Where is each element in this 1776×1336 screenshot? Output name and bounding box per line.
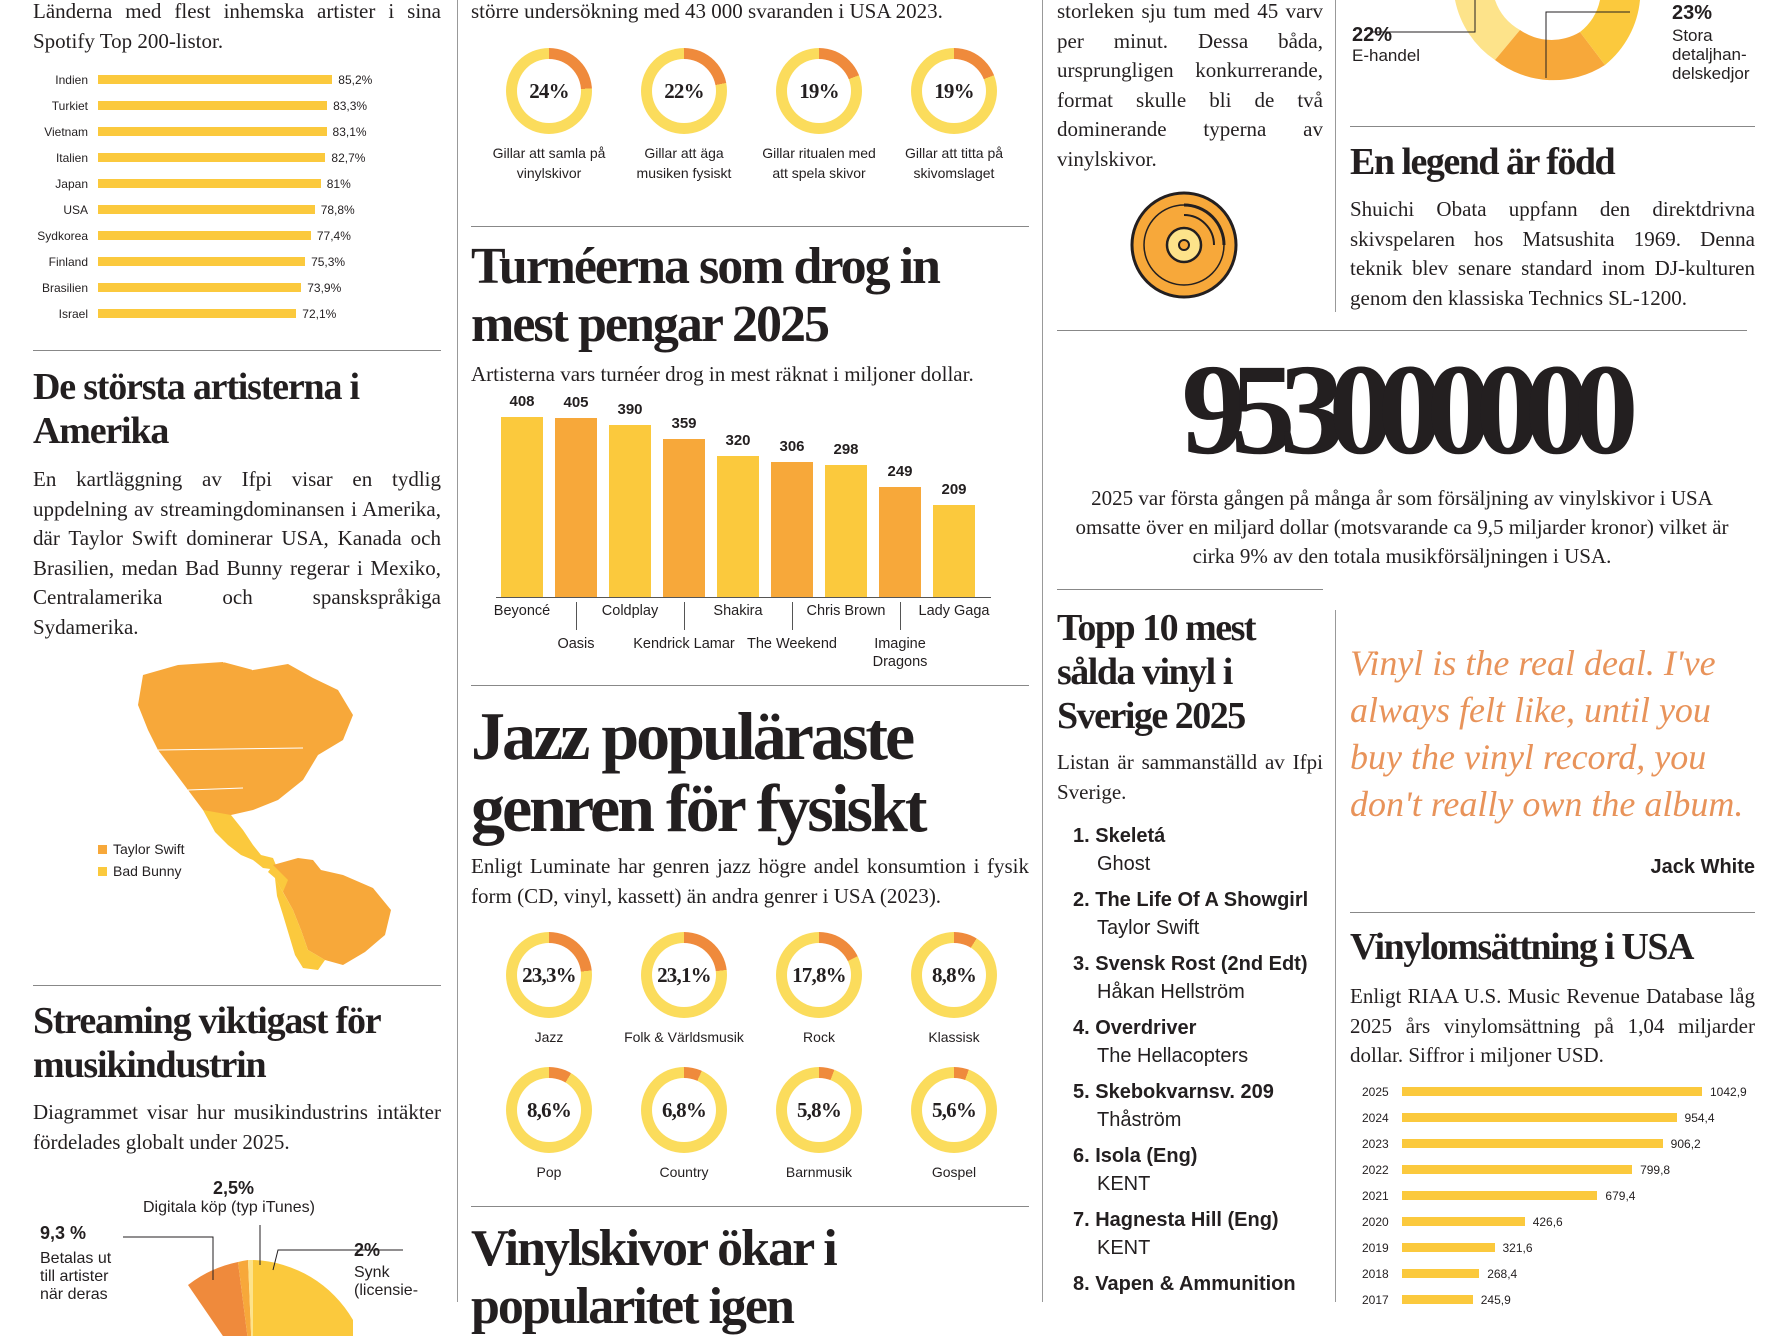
ring-caption: Country [659,1164,709,1180]
tour-bar [825,465,867,597]
streaming-title: Streaming viktigast för musikindustrin [33,1000,380,1086]
column-4 [1350,0,1755,1307]
ring-value: 8,8% [922,943,986,1007]
usa-year-label: 2018 [1362,1267,1389,1281]
tour-bar-value: 408 [509,392,535,410]
usa-bar [1402,1217,1525,1226]
usa-bar-row [1350,1290,1755,1310]
percentage-ring [776,48,862,134]
usa-bar-row [1350,1134,1755,1154]
tour-bar [609,425,651,597]
percentage-ring [911,932,997,1018]
legend-title: En legend är född [1350,141,1615,183]
ring-value: 5,6% [922,1078,986,1142]
usa-bar [1402,1243,1495,1252]
country-label: USA [63,203,88,217]
tour-x-label: Kendrick Lamar [633,636,735,652]
america-title: De största artisterna i Amerika [33,366,359,452]
ring-value: 23,3% [517,943,581,1007]
percentage-ring [506,932,592,1018]
column-divider [457,0,458,1302]
ring-value: 17,8% [787,943,851,1007]
tour-bar-value: 359 [671,414,697,432]
tour-bar-value: 320 [725,431,751,449]
tour-bar-value: 390 [617,400,643,418]
percentage-ring [641,932,727,1018]
country-bar [98,283,301,292]
ring-value: 24% [517,59,581,123]
tour-x-label: The Weekend [746,636,837,652]
pie-label-digital-pct: 2,5% [213,1178,255,1198]
top10-artist: Håkan Hellström [1097,981,1245,1003]
ring-caption: Gospel [931,1164,977,1180]
usa-bar-row [1350,1186,1755,1206]
tour-x-label: Shakira [713,603,763,619]
donut-retail-pct: 23% [1672,2,1713,24]
usa-bar-value: 245,9 [1480,1293,1511,1307]
country-bar [98,231,311,240]
tour-bar-value: 306 [779,437,805,455]
country-label: Indien [55,73,88,87]
americas-map [103,660,403,970]
spotify-intro: Länderna med flest inhemska artister i sina Spotify Top 200-listor. [33,0,441,53]
ring-caption: Pop [536,1164,562,1180]
usa-year-label: 2022 [1362,1163,1389,1177]
usa-bar [1402,1295,1473,1304]
top10-title: 4. Overdriver [1073,1017,1197,1039]
usa-body: Enligt RIAA U.S. Music Revenue Database låg 2025 års vinylomsättning på 1,04 miljarder dollar. Siffror i miljoner USD. [1350,984,1755,1067]
tour-x-label: Oasis [557,636,595,652]
ring-value: 8,6% [517,1078,581,1142]
country-bar-row [33,200,441,220]
usa-bar-row [1350,1264,1755,1284]
ring-caption: Jazz [534,1029,564,1045]
top10-list [1057,822,1327,1302]
usa-title: Vinylomsättning i USA [1350,926,1693,968]
usa-bar-value: 268,4 [1487,1267,1518,1281]
top10-title: 1. Skeletá [1073,825,1166,847]
country-value: 72,1% [302,307,337,321]
country-bar [98,153,325,162]
survey-rings [471,48,1029,208]
column-2 [471,0,1029,1335]
ring-value: 19% [922,59,986,123]
ring-value: 23,1% [652,943,716,1007]
tour-x-label: Chris Brown [806,603,886,619]
top10-title: 7. Hagnesta Hill (Eng) [1073,1209,1279,1231]
usa-bar-value: 906,2 [1670,1137,1701,1151]
country-label: Italien [55,151,88,165]
top10-title: 6. Isola (Eng) [1073,1145,1198,1167]
jazz-body: Enligt Luminate har genren jazz högre andel konsumtion i fysik form (CD, vinyl, kassett) än andra genrer i USA (2023). [471,854,1029,908]
column-divider [1335,610,1336,1302]
percentage-ring [506,48,592,134]
country-bar-row [33,252,441,272]
usa-year-label: 2020 [1362,1215,1389,1229]
top10-title: Topp 10 mest sålda vinyl i Sverige 2025 [1057,607,1256,737]
legend-item-bad-bunny: Bad Bunny [98,860,248,882]
country-label: Japan [55,177,88,191]
country-value: 82,7% [331,151,366,165]
country-value: 78,8% [320,203,355,217]
top10-title: 5. Skebokvarnsv. 209 [1073,1081,1274,1103]
pie-label-artists-pct: 9,3 % [40,1223,87,1243]
country-bar [98,75,332,84]
top10-title: 3. Svensk Rost (2nd Edt) [1073,953,1308,975]
country-label: Brasilien [41,281,88,295]
usa-bar-value: 426,6 [1532,1215,1563,1229]
top10-item [1073,1206,1279,1262]
usa-year-label: 2019 [1362,1241,1389,1255]
top10-item [1073,1014,1248,1070]
map-legend [98,838,248,882]
usa-bar [1402,1139,1663,1148]
column-1 [33,0,441,1302]
ring-value: 5,8% [787,1078,851,1142]
top10-artist: Ghost [1097,853,1151,875]
country-bar [98,309,296,318]
legend-swatch [98,845,107,854]
usa-bar-row [1350,1108,1755,1128]
tour-bar-value: 298 [833,441,859,459]
country-value: 83,1% [332,125,367,139]
column-divider [1335,0,1336,312]
country-bar-row [33,148,441,168]
country-bar-chart [33,70,441,330]
country-label: Vietnam [44,125,88,139]
country-value: 75,3% [311,255,346,269]
country-label: Sydkorea [37,229,88,243]
tour-bar-value: 405 [563,394,589,412]
tour-bar [717,456,759,597]
donut-ecommerce-label: E-handel [1352,46,1421,65]
country-value: 83,3% [333,99,368,113]
country-bar [98,179,321,188]
top10-subtitle: Listan är sammanställd av Ifpi Sverige. [1057,750,1323,804]
top10-item [1073,886,1308,942]
usa-year-label: 2017 [1362,1293,1389,1307]
tour-bar-chart [493,392,990,670]
top10-artist: Taylor Swift [1097,917,1200,939]
country-label: Turkiet [51,99,88,113]
top10-item [1073,1270,1296,1298]
percentage-ring [911,1067,997,1153]
top10-artist: The Hellacopters [1097,1045,1249,1067]
top10-item [1073,1078,1274,1134]
legend-body: Shuichi Obata uppfann den direktdrivna skivspelaren hos Matsushita 1969. Denna teknik blev senare standard inom DJ-kulturen genom den klassiska Technics SL-1200. [1350,197,1755,310]
x-axis-line [496,597,991,598]
usa-bar [1402,1191,1597,1200]
usa-bar-row [1350,1238,1755,1258]
jazz-title: Jazz populäraste genren för fysiskt [471,698,925,846]
top10-item [1073,822,1165,878]
ring-value: 6,8% [652,1078,716,1142]
ring-caption: Gillar ritualen med att spela skivor [762,145,876,181]
ring-caption: Gillar att samla på vinylskivor [492,145,606,181]
percentage-ring [776,932,862,1018]
country-bar-row [33,174,441,194]
donut-ecommerce-pct: 22% [1352,24,1393,46]
usa-bar [1402,1269,1479,1278]
country-label: Israel [58,307,88,321]
country-bar-row [33,278,441,298]
vinyl-format-text: storleken sju tum med 45 varv per minut. Dessa båda, ursprungligen konkurrerande, format skulle bli de två dominerande typerna av vinylskivor. [1057,0,1323,171]
country-bar [98,257,305,266]
ring-caption: Klassisk [928,1029,980,1045]
usa-bar-value: 679,4 [1605,1189,1636,1203]
big-number: 953000000 [1181,338,1623,482]
pie-label-sync-text: Synk (licensie- [354,1264,419,1299]
donut-retail-label: Stora detaljhan- delskedjor [1672,26,1750,83]
country-bar [98,127,327,136]
usa-year-label: 2021 [1362,1189,1389,1203]
usa-bar [1402,1087,1702,1096]
ring-value: 22% [652,59,716,123]
big-number-text: 2025 var första gången på många år som försäljning av vinylskivor i USA omsatte över en miljard dollar (motsvarande ca 9,5 miljarder kronor) vilket är cirka 9% av den totala musikförsäljningen i USA. [1075,486,1729,568]
percentage-ring [776,1067,862,1153]
vinyl-record-icon [1129,190,1239,300]
column-3 [1057,0,1323,1302]
ring-value: 19% [787,59,851,123]
top10-title: 8. Vapen & Ammunition [1073,1273,1296,1295]
column-divider [1042,0,1043,1302]
country-value: 81% [326,177,351,191]
country-bar [98,101,327,110]
top10-title: 2. The Life Of A Showgirl [1073,889,1309,911]
pie-label-digital-text: Digitala köp (typ iTunes) [143,1199,315,1216]
tours-title: Turnéerna som drog in mest pengar 2025 [471,238,939,353]
tour-x-label: Coldplay [601,603,659,619]
top10-item [1073,1142,1197,1198]
top10-artist: KENT [1097,1173,1151,1195]
usa-bar-value: 321,6 [1502,1241,1533,1255]
percentage-ring [506,1067,592,1153]
jack-white-quote: Vinyl is the real deal. I've always felt like, until you buy the vinyl record, you don't really own the album. [1350,643,1744,824]
genre-rings [471,932,1029,1202]
tour-bar [663,439,705,597]
usa-bar-value: 954,4 [1684,1111,1715,1125]
usa-bar [1402,1113,1677,1122]
tour-bar [771,462,813,597]
tours-subtitle: Artisterna vars turnéer drog in mest räknat i miljoner dollar. [471,362,974,386]
pie-label-artists-text: Betalas ut till artister när deras [40,1250,112,1303]
country-label: Finland [48,255,88,269]
country-bar-row [33,96,441,116]
tour-bar [501,417,543,597]
percentage-ring [641,48,727,134]
ring-caption: Gillar att titta på skivomslaget [904,145,1004,181]
usa-revenue-bar-chart [1350,1082,1755,1307]
usa-bar-value: 799,8 [1640,1163,1671,1177]
country-value: 77,4% [316,229,351,243]
ring-caption: Rock [803,1029,835,1045]
ring-caption: Folk & Världsmusik [624,1029,744,1045]
quote-author: Jack White [1650,856,1755,878]
survey-intro: större undersökning med 43 000 svaranden i USA 2023. [471,0,943,23]
tour-x-label: Lady Gaga [918,603,990,619]
tour-bar-value: 249 [887,463,913,481]
usa-bar-row [1350,1082,1755,1102]
country-value: 73,9% [307,281,342,295]
percentage-ring [911,48,997,134]
tour-bar [879,487,921,597]
america-body: En kartläggning av Ifpi visar en tydlig uppdelning av streamingdominansen i Amerika, där Taylor Swift dominerar USA, Kanada och Brasilien, medan Bad Bunny regerar i Mexiko, Centralamerika och spanskspråkiga Sydamerika. [33,467,441,639]
legend-swatch [98,867,107,876]
tour-bar-value: 209 [941,480,967,498]
tour-x-label: Beyoncé [493,603,551,619]
legend-item-taylor-swift: Taylor Swift [98,838,248,860]
usa-year-label: 2025 [1362,1085,1389,1099]
tour-x-label: Imagine Dragons [872,636,928,670]
ring-caption: Gillar att äga musiken fysiskt [636,145,732,181]
country-bar-row [33,122,441,142]
streaming-body: Diagrammet visar hur musikindustrins intäkter fördelades globalt under 2025. [33,1100,441,1154]
usa-bar-row [1350,1160,1755,1180]
country-bar-row [33,226,441,246]
ring-caption: Barnmusik [785,1164,853,1180]
top10-artist: Thåström [1097,1109,1182,1131]
top10-item [1073,950,1308,1006]
usa-year-label: 2024 [1362,1111,1389,1125]
country-value: 85,2% [338,73,373,87]
usa-bar-value: 1042,9 [1710,1085,1747,1099]
usa-year-label: 2023 [1362,1137,1389,1151]
country-bar [98,205,315,214]
usa-bar [1402,1165,1632,1174]
top10-artist: KENT [1097,1237,1151,1259]
tour-bar [555,418,597,597]
percentage-ring [641,1067,727,1153]
country-bar-row [33,70,441,90]
pie-label-sync-pct: 2% [354,1240,381,1260]
country-bar-row [33,304,441,324]
tour-bar [933,505,975,597]
vinyl-title: Vinylskivor ökar i popularitet igen [471,1220,836,1335]
usa-bar-row [1350,1212,1755,1232]
